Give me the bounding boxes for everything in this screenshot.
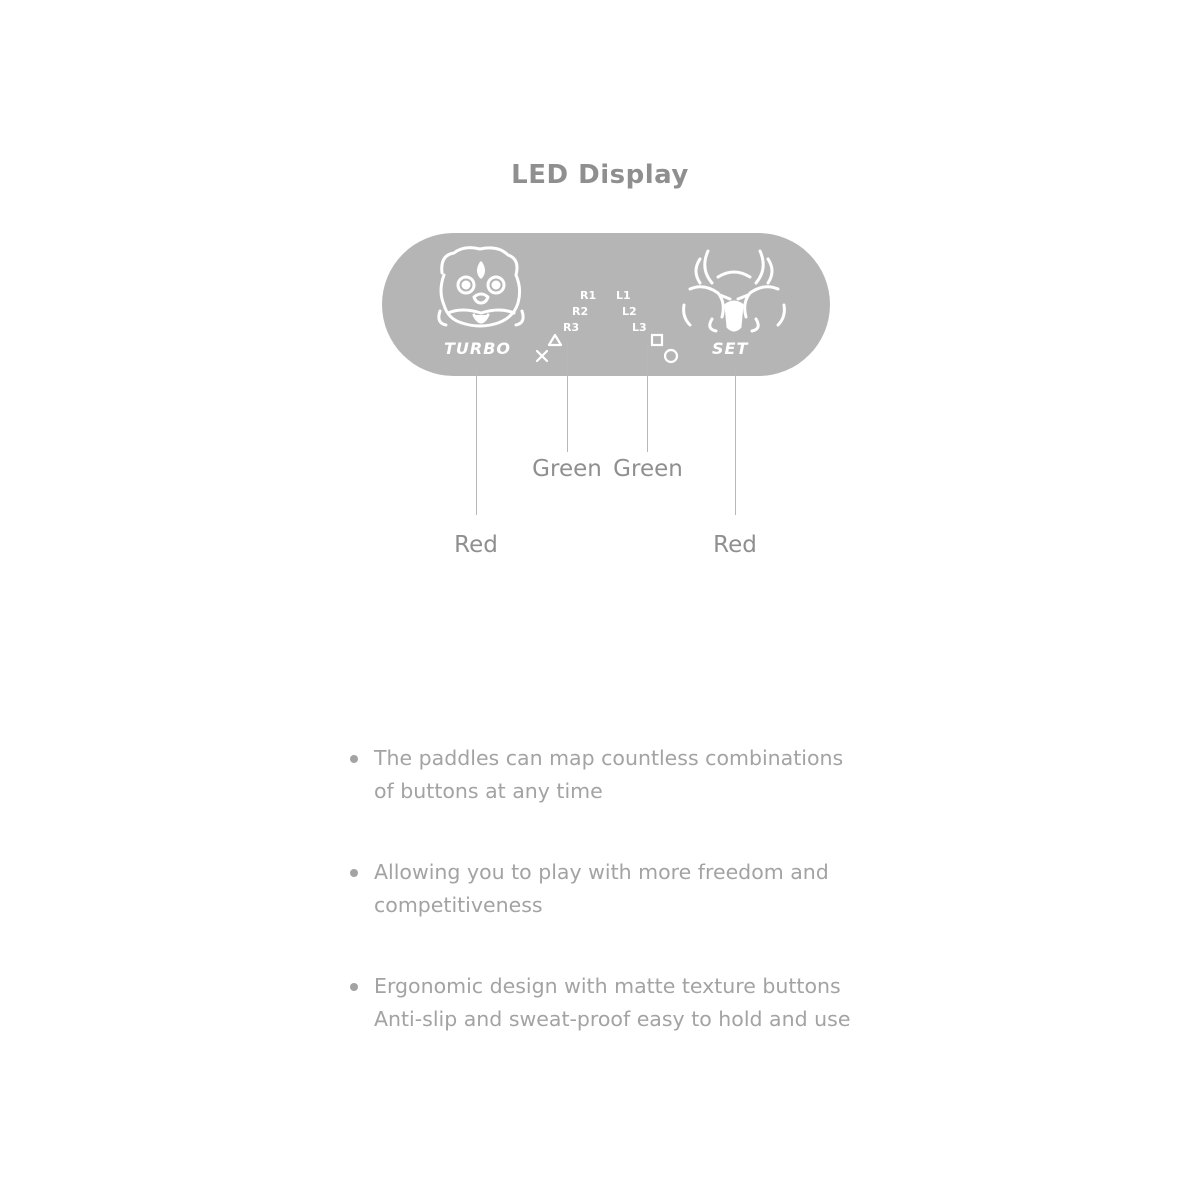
set-callout: Red: [713, 532, 757, 558]
set-label: SET: [712, 339, 749, 358]
feature-text-line: The paddles can map countless combinations: [374, 746, 844, 770]
r2-label: R2: [572, 305, 589, 318]
turbo-label: TURBO: [444, 339, 512, 358]
right-group-leader-line: [567, 342, 568, 452]
turbo-leader-line: [476, 367, 477, 515]
left-group-leader-line: [647, 342, 648, 452]
left-group-callout: Green: [613, 456, 683, 482]
cross-icon: [537, 351, 547, 361]
dragon-head-icon: [684, 251, 785, 331]
feature-text-line: Allowing you to play with more freedom and: [374, 860, 829, 884]
l3-label: L3: [632, 321, 647, 334]
r1-label: R1: [580, 289, 597, 302]
r3-label: R3: [563, 321, 580, 334]
l2-label: L2: [622, 305, 637, 318]
led-panel: [382, 233, 830, 376]
right-group-callout: Green: [532, 456, 602, 482]
l1-label: L1: [616, 289, 631, 302]
feature-item: [348, 970, 908, 1036]
feature-text-line: of buttons at any time: [374, 779, 603, 803]
triangle-icon: [549, 335, 561, 345]
set-leader-line: [735, 367, 736, 515]
circle-icon: [665, 350, 677, 362]
bullet-icon: [350, 869, 358, 877]
feature-item: [348, 856, 908, 922]
feature-text-line: competitiveness: [374, 893, 543, 917]
lion-head-icon: [439, 248, 523, 326]
square-icon: [652, 335, 662, 345]
bullet-icon: [350, 983, 358, 991]
feature-list: [348, 742, 908, 1084]
turbo-callout: Red: [454, 532, 498, 558]
page-title: LED Display: [511, 160, 689, 190]
feature-text-line: Anti-slip and sweat-proof easy to hold and use: [374, 1007, 851, 1031]
feature-text-line: Ergonomic design with matte texture buttons: [374, 974, 841, 998]
bullet-icon: [350, 755, 358, 763]
feature-item: [348, 742, 908, 808]
